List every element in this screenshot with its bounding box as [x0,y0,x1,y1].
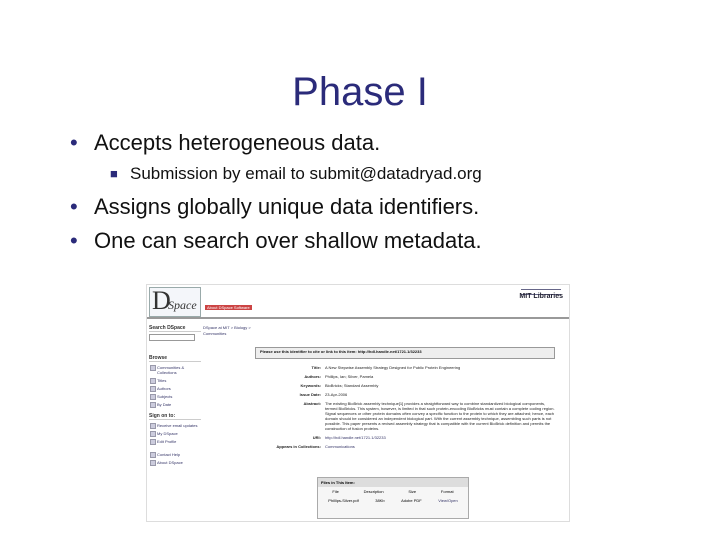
browse-heading: Browse [149,355,201,362]
dspace-header [147,285,569,319]
contact-help-link[interactable]: Contact Help [157,452,201,457]
browse-authors-link[interactable]: Authors [157,386,201,391]
bullet-list [70,130,710,262]
breadcrumb[interactable]: DSpace at MIT > Biology > Communities [203,325,251,336]
about-dspace-link[interactable]: About DSpace Software [207,305,250,310]
browse-subjects-link[interactable]: Subjects [157,394,201,399]
search-input[interactable] [149,334,195,341]
identifier-bar: Please use this identifier to cite or link to this item: http://hdl.handle.net/1721.1/32233 [255,347,555,359]
browse-communities-link[interactable]: Communities & Collections [157,365,201,375]
mit-libraries-label: MIT Libraries [519,293,563,300]
meta-row-uri: URI: http://hdl.handle.net/1721.1/32233 [217,435,557,440]
files-header-row: File Description Size Format [332,489,454,494]
search-heading: Search DSpace [149,325,201,332]
meta-row-authors: Authors: Phillips, Ian; Silver, Pamela [304,374,374,379]
collection-link[interactable]: Communications [325,444,355,449]
uri-link[interactable]: http://hdl.handle.net/1721.1/32233 [325,435,386,440]
meta-row-title: Title: A New Stepwise Assembly Strategy Designed for Public Protein Engineering [311,365,461,370]
browse-titles-link[interactable]: Titles [157,378,201,383]
view-open-link[interactable]: View/Open [438,498,458,503]
bullet-dot-icon: • [70,130,78,155]
edit-profile-link[interactable]: Edit Profile [157,439,201,444]
meta-row-issue-date: Issue Date: 23-Apr-2006 [299,392,348,397]
dspace-screenshot [146,284,570,522]
files-data-row: Phillips-Silver.pdf 38Kb Adobe PDF View/Open [328,498,458,503]
browse-date-link[interactable]: By Date [157,402,201,407]
email-updates-link[interactable]: Receive email updates [157,423,201,428]
files-table-title: Files in This Item: [318,478,468,487]
sign-on-heading: Sign on to: [149,413,201,420]
files-table [317,477,469,519]
meta-row-abstract: Abstract: The existing BioBrick assembly technique[1] provides a straightforward way to combine standardized biological components, termed BioBricks. This system, however, is limited in that such protein-encoding BioBricks must contain a complete coding region. Signal sequences or other protein domains often convey a specific function to the protein to which they are attached; hence, each domain should be considered an independent biological part. With the current assembly technique, assembling such parts is not possible. This paper presents a revised assembly strategy that is compatible with the current BioBrick definition and permits the construction of fusion proteins. [303,401,555,431]
dspace-logo[interactable]: D Space [149,287,201,317]
bullet-item: • One can search over shallow metadata. [70,228,482,253]
bullet-dot-icon: • [70,194,78,219]
dspace-sidebar [149,321,201,521]
meta-row-collections: Appears in Collections: Communications [217,444,557,449]
sub-bullet-item: ■ Submission by email to submit@datadryad.org [110,164,482,183]
slide-title: Phase I [292,70,428,114]
square-bullet-icon: ■ [110,166,118,181]
about-dspace-side-link[interactable]: About DSpace [157,460,201,465]
item-metadata [217,365,557,453]
bullet-item: • Assigns globally unique data identifiers. [70,194,480,219]
my-dspace-link[interactable]: My DSpace [157,431,201,436]
meta-row-keywords: Keywords: BioBricks; Standard Assembly [300,383,379,388]
bullet-item: • Accepts heterogeneous data. [70,130,381,155]
bullet-dot-icon: • [70,228,78,253]
